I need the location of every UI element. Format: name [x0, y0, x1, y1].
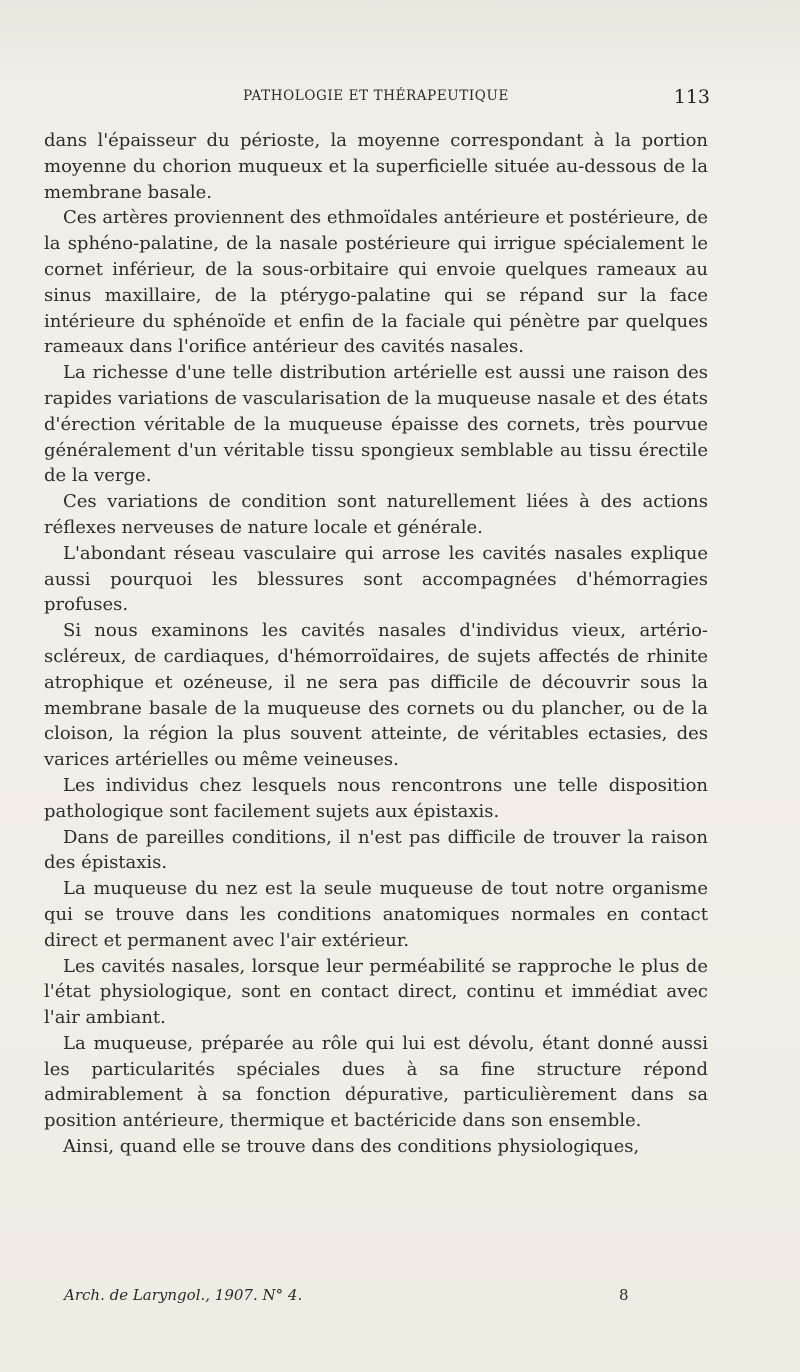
- paragraph: Ces variations de condition sont naturellement liées à des actions réflexes nerveuses de nature locale et générale.: [44, 491, 708, 538]
- paragraph: dans l'épaisseur du périoste, la moyenne correspondant à la portion moyenne du chorion muqueux et la superficielle située au-dessous de la membrane basale.: [44, 130, 708, 203]
- paragraph: Les cavités nasales, lorsque leur perméabilité se rapproche le plus de l'état physiologique, sont en contact direct, continu et immédiat avec l'air ambiant.: [44, 955, 708, 1029]
- paragraph: Si nous examinons les cavités nasales d'individus vieux, artério-scléreux, de cardiaques, d'hémorroïdaires, de sujets affectés de rhinite atrophique et ozéneuse, il ne sera pas difficile de découvrir sous la membrane basale de la muqueuse des cornets ou du plancher, ou de la cloison, la région la plus souvent atteinte, de véritables ectasies, des varices artérielles ou même veineuses.: [44, 620, 708, 771]
- page-header: [44, 86, 708, 110]
- paragraph: La muqueuse, préparée au rôle qui lui est dévolu, étant donné aussi les particularités spéciales dues à sa fine structure répond admirablement à sa fonction dépurative, particulièrement dans sa position antérieure, thermique et bactéricide dans son ensemble.: [44, 1032, 708, 1132]
- body-text: [44, 128, 708, 1160]
- signature-mark: 8: [619, 1286, 629, 1304]
- journal-reference: Arch. de Laryngol., 1907. N° 4.: [64, 1286, 303, 1304]
- paragraph: La muqueuse du nez est la seule muqueuse de tout notre organisme qui se trouve dans les conditions anatomiques normales en contact direct et permanent avec l'air extérieur.: [44, 878, 708, 951]
- paragraph: La richesse d'une telle distribution artérielle est aussi une raison des rapides variations de vascularisation de la muqueuse nasale et des états d'érection véritable de la muqueuse épaisse des cornets, très pourvue généralement d'un véritable tissu spongieux semblable au tissu érectile de la verge.: [44, 362, 708, 487]
- paragraph: Dans de pareilles conditions, il n'est pas difficile de trouver la raison des épistaxis.: [44, 826, 708, 874]
- paragraph: Les individus chez lesquels nous rencontrons une telle disposition pathologique sont facilement sujets aux épistaxis.: [44, 774, 708, 822]
- page-footer: [44, 1286, 708, 1308]
- page-number: 113: [673, 86, 710, 108]
- paragraph: Ces artères proviennent des ethmoïdales antérieure et postérieure, de la sphéno-palatine, de la nasale postérieure qui irrigue spécialement le cornet inférieur, de la sous-orbitaire qui envoie quelques rameaux au sinus maxillaire, de la ptérygo-palatine qui se répand sur la face intérieure du sphénoïde et enfin de la faciale qui pénètre par quelques rameaux dans l'orifice antérieur des cavités nasales.: [44, 207, 709, 358]
- paragraph: Ainsi, quand elle se trouve dans des conditions physiologiques,: [63, 1136, 640, 1158]
- running-head: PATHOLOGIE ET THÉRAPEUTIQUE: [243, 88, 509, 104]
- paragraph: L'abondant réseau vasculaire qui arrose les cavités nasales explique aussi pourquoi les blessures sont accompagnées d'hémorragies profuses.: [44, 542, 708, 616]
